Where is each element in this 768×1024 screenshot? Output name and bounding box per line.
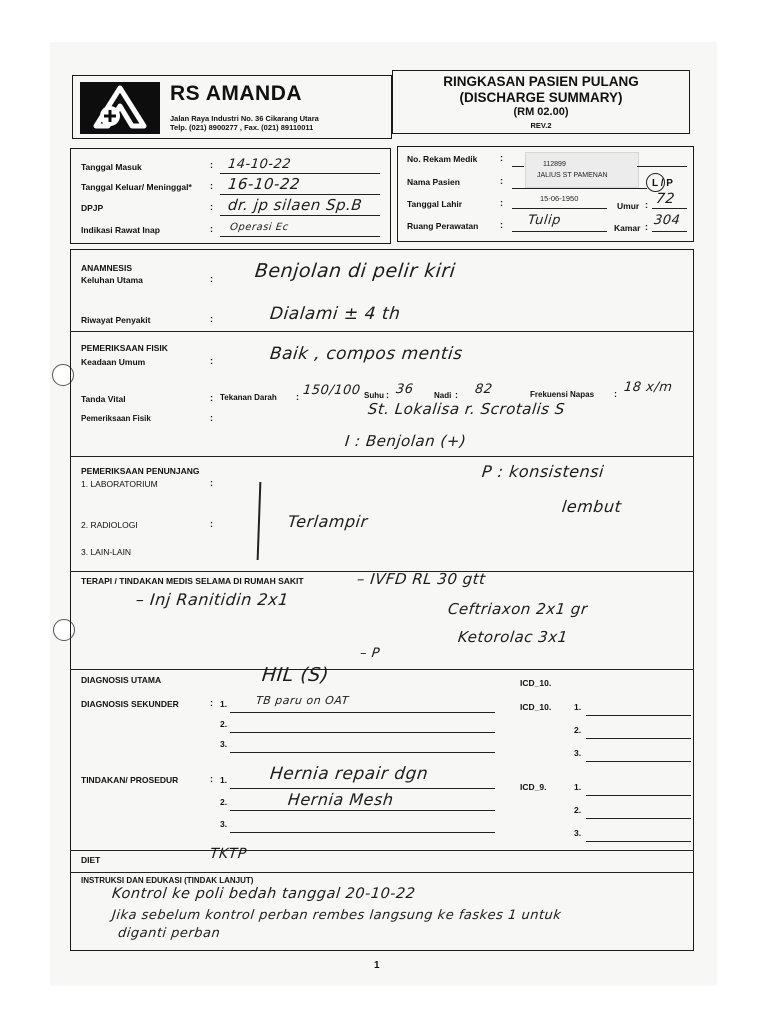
pemeriksaan-fisik-value-2: I : Benjolan (+)	[344, 432, 468, 450]
dpjp-value: dr. jp silaen Sp.B	[227, 196, 364, 214]
ruang-perawatan-value: Tulip	[527, 213, 562, 228]
umur-label: Umur	[617, 201, 640, 211]
colon: :	[500, 176, 503, 186]
nadi-value: 82	[474, 382, 494, 397]
patient-sticker	[525, 152, 639, 188]
instruksi-title: INSTRUKSI DAN EDUKASI (TINDAK LANJUT)	[81, 876, 254, 885]
icd10-sekunder-label: ICD_10.	[520, 702, 552, 712]
field-line	[220, 236, 380, 237]
field-line	[230, 832, 495, 833]
field-line	[230, 712, 495, 713]
umur-value: 72	[655, 191, 676, 207]
sex-label: L / P	[652, 178, 673, 189]
tindakan-value-1: Hernia repair dgn	[268, 764, 430, 784]
colon: :	[645, 222, 648, 232]
section-divider	[70, 850, 694, 851]
indikasi-value: Operasi Ec	[229, 222, 290, 233]
ruang-perawatan-label: Ruang Perawatan	[407, 221, 479, 231]
frekuensi-napas-label: Frekuensi Napas	[530, 390, 595, 399]
pemeriksaan-fisik-value-4: lembut	[561, 497, 623, 516]
field-line	[230, 810, 495, 811]
diagnosis-sekunder-label: DIAGNOSIS SEKUNDER	[81, 699, 179, 709]
field-line	[637, 166, 687, 167]
field-line	[220, 173, 380, 174]
colon: :	[645, 200, 648, 210]
frekuensi-napas-value: 18 x/m	[623, 380, 674, 395]
field-line	[586, 761, 691, 762]
pemeriksaan-fisik-title: PEMERIKSAAN FISIK	[81, 343, 168, 353]
field-line	[586, 841, 691, 842]
field-line	[586, 795, 691, 796]
indikasi-label: Indikasi Rawat Inap	[81, 225, 160, 235]
riwayat-penyakit-label: Riwayat Penyakit	[81, 315, 151, 325]
field-line	[230, 752, 495, 753]
hospital-address-2: Telp. (021) 8900277 , Fax. (021) 89110011	[170, 123, 314, 132]
colon: :	[455, 390, 458, 400]
tindakan-num-2: 2.	[220, 797, 228, 807]
colon: :	[210, 274, 213, 284]
kamar-label: Kamar	[614, 223, 641, 233]
icd9-label: ICD_9.	[520, 782, 547, 792]
field-line	[230, 788, 495, 789]
radiologi-label: 2. RADIOLOGI	[81, 520, 138, 530]
colon: :	[210, 698, 213, 708]
tindakan-num-3: 3.	[220, 819, 228, 829]
icd10-num-1: 1.	[574, 702, 582, 712]
colon: :	[210, 393, 213, 403]
terapi-line-3: Ceftriaxon 2x1 gr	[447, 600, 589, 618]
tanggal-masuk-label: Tanggal Masuk	[81, 162, 142, 172]
terapi-title: TERAPI / TINDAKAN MEDIS SELAMA DI RUMAH SAKIT	[81, 576, 304, 586]
colon: :	[500, 198, 503, 208]
laboratorium-label: 1. LABORATORIUM	[81, 479, 158, 489]
lain-lain-label: 3. LAIN-LAIN	[81, 547, 132, 557]
terapi-line-2: – Inj Ranitidin 2x1	[135, 590, 290, 609]
colon: :	[210, 181, 213, 191]
doc-title-2: (DISCHARGE SUMMARY)	[459, 90, 623, 105]
colon: :	[500, 153, 503, 163]
kamar-value: 304	[653, 213, 682, 228]
field-line	[586, 738, 691, 739]
colon: :	[210, 774, 213, 784]
hospital-logo	[80, 82, 160, 134]
keadaan-umum-value: Baik , compos mentis	[268, 344, 464, 364]
icd9-num-2: 2.	[574, 805, 582, 815]
colon: :	[210, 356, 213, 366]
colon: :	[210, 224, 213, 234]
penunjang-value: Terlampir	[287, 512, 369, 531]
doc-revision: REV.2	[530, 121, 552, 130]
field-line	[652, 208, 687, 209]
instruksi-line-1: Kontrol ke poli bedah tanggal 20-10-22	[111, 886, 417, 902]
field-line	[220, 194, 380, 195]
nama-pasien-label: Nama Pasien	[407, 177, 460, 187]
hospital-address-1: Jalan Raya Industri No. 36 Cikarang Utara	[170, 114, 319, 123]
tekanan-darah-label: Tekanan Darah	[220, 393, 277, 402]
tindakan-value-2: Hernia Mesh	[287, 790, 395, 809]
no-rm-label: No. Rekam Medik	[407, 154, 478, 164]
field-line	[586, 818, 691, 819]
nama-pasien-value: JALIUS ST PAMENAN	[537, 172, 608, 179]
tanggal-lahir-label: Tanggal Lahir	[407, 199, 463, 209]
hospital-name: RS AMANDA	[170, 82, 303, 105]
terapi-line-5: – P	[359, 646, 381, 661]
icd9-num-1: 1.	[574, 782, 582, 792]
dpjp-label: DPJP	[81, 203, 104, 213]
sekunder-num-2: 2.	[220, 719, 228, 729]
sex-selected-circle	[646, 173, 665, 192]
tindakan-num-1: 1.	[220, 775, 228, 785]
riwayat-penyakit-value: Dialami ± 4 th	[268, 304, 402, 324]
sekunder-num-3: 3.	[220, 739, 228, 749]
section-divider	[70, 456, 694, 457]
colon: :	[210, 202, 213, 212]
doc-title-1: RINGKASAN PASIEN PULANG	[443, 74, 639, 89]
tanggal-keluar-value: 16-10-22	[227, 175, 302, 193]
field-line	[652, 231, 687, 232]
field-line	[512, 166, 524, 167]
penunjang-title: PEMERIKSAAN PENUNJANG	[81, 466, 200, 476]
section-divider	[70, 331, 694, 332]
field-line	[512, 188, 647, 189]
instruksi-line-3: diganti perban	[117, 926, 222, 941]
section-divider	[70, 669, 694, 670]
diagnosis-sekunder-value-1: TB paru on OAT	[255, 694, 350, 707]
tanggal-masuk-value: 14-10-22	[227, 157, 292, 172]
document-page	[50, 42, 717, 986]
suhu-label: Suhu	[364, 391, 384, 400]
suhu-value: 36	[395, 382, 415, 397]
colon: :	[210, 160, 213, 170]
icd10-utama-label: ICD_10.	[520, 678, 552, 688]
instruksi-line-2: Jika sebelum kontrol perban rembes langsung ke faskes 1 untuk	[111, 908, 563, 923]
terapi-line-4: Ketorolac 3x1	[457, 628, 569, 646]
tindakan-prosedur-label: TINDAKAN/ PROSEDUR	[81, 775, 179, 785]
field-line	[220, 215, 380, 216]
colon: :	[386, 390, 389, 400]
icd9-num-3: 3.	[574, 828, 582, 838]
field-line	[512, 231, 607, 232]
diet-label: DIET	[81, 855, 101, 865]
pemeriksaan-fisik-label: Pemeriksaan Fisik	[81, 414, 151, 423]
doc-code: (RM 02.00)	[513, 106, 569, 118]
section-divider	[70, 872, 694, 873]
terapi-line-1: – IVFD RL 30 gtt	[356, 570, 487, 588]
colon: :	[614, 389, 617, 399]
sekunder-num-1: 1.	[220, 699, 228, 709]
field-line	[586, 715, 691, 716]
diagnosis-utama-label: DIAGNOSIS UTAMA	[81, 675, 162, 685]
no-rm-value: 112899	[543, 161, 566, 168]
nadi-label: Nadi	[434, 391, 452, 400]
tanggal-lahir-value: 15-06-1950	[540, 194, 579, 203]
page-number: 1	[374, 960, 380, 971]
keluhan-utama-label: Keluhan Utama	[81, 275, 143, 285]
field-line	[512, 208, 607, 209]
diagnosis-utama-value: HIL (S)	[260, 664, 331, 686]
colon: :	[296, 392, 299, 402]
field-line	[230, 732, 495, 733]
keadaan-umum-label: Keadaan Umum	[81, 357, 146, 367]
colon: :	[500, 220, 503, 230]
colon: :	[210, 413, 213, 423]
colon: :	[210, 314, 213, 324]
anamnesis-title: ANAMNESIS	[81, 263, 133, 273]
tekanan-darah-value: 150/100	[302, 383, 362, 398]
pemeriksaan-fisik-value-3: P : konsistensi	[481, 462, 606, 481]
tanggal-keluar-label: Tanggal Keluar/ Meninggal*	[81, 182, 192, 192]
keluhan-utama-value: Benjolan di pelir kiri	[253, 260, 457, 282]
pemeriksaan-fisik-value-1: St. Lokalisa r. Scrotalis S	[367, 400, 566, 418]
colon: :	[210, 478, 213, 488]
icd10-num-2: 2.	[574, 725, 582, 735]
colon: :	[210, 519, 213, 529]
icd10-num-3: 3.	[574, 748, 582, 758]
diet-value: TKTP	[209, 846, 248, 862]
tanda-vital-label: Tanda Vital	[81, 394, 126, 404]
